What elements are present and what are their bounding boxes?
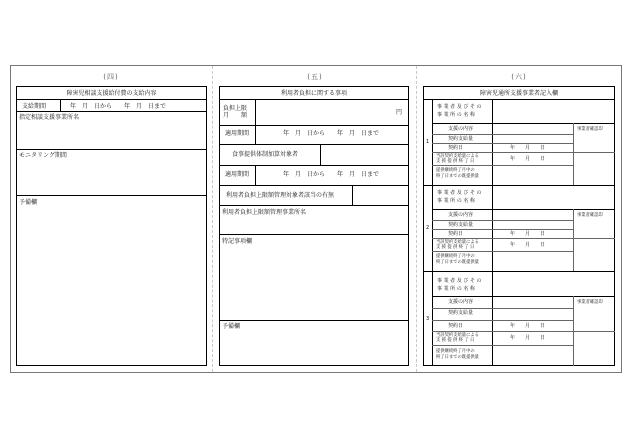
panel-5-limit-label-2: 月 額 [223,112,248,119]
block-3-confirm-label: 事業者確認印 [577,300,603,305]
block-1-office-name-1: 事 業 者 及 び そ の [437,104,482,110]
block-3-date-value: 年 月 日 [510,323,546,329]
block-1-end-value: 年 月 日 [510,156,546,162]
block-2-end-label-1: 当該契約支給量による [436,240,479,245]
fold-line-1 [212,66,213,372]
panel-5-limit-label-1: 負担上限 [223,105,248,112]
block-2-remain-label-1: 提供継続終了月中の [436,254,475,259]
block-1-end-label-2: 支 援 提 供 終 了 日 [436,159,475,164]
panel-4-number: (四) [103,73,119,81]
panel-5-period2-value: 年 月 日から 年 月 日まで [283,171,380,178]
block-3-amount-label: 契約支給量 [448,310,474,316]
panel-5-meal-label: 食事提供体制加算対象者 [232,151,299,158]
block-3-office-name-2: 事 業 所 の 名 称 [437,286,475,292]
block-2-office-name-1: 事 業 者 及 び そ の [437,190,482,196]
panel-6-title: 障害児通所支援事業者記入欄 [479,90,558,97]
block-3-office-name-1: 事 業 者 及 び そ の [437,278,482,284]
panel-5-reserve-label: 予備欄 [222,323,241,330]
block-1-content-label: 支援の内容 [448,126,474,132]
panel-5-mgmt-label: 利用者負担上限額管理対象者該当の有無 [226,192,335,199]
panel-4-title: 障害児相談支援給付費の支給内容 [66,90,157,97]
panel-5-notes-label: 特記事項欄 [222,238,253,245]
panel-5-frame [219,86,409,366]
block-3-date-label: 契約日 [448,323,464,329]
block-2-confirm-label: 事業者確認印 [577,213,603,218]
block-3-end-value: 年 月 日 [510,335,546,341]
panel-5-mgmt-office-label: 利用者負担上限額管理事業所名 [222,209,307,216]
block-1-remain-label-1: 提供継続終了月中の [436,168,475,173]
block-3-end-label-1: 当該契約支給量による [436,333,479,338]
panel-4-monitoring-label: モニタリング期間 [19,152,67,159]
fold-line-2 [416,66,417,372]
block-2-end-value: 年 月 日 [510,242,546,248]
block-1-end-label-1: 当該契約支給量による [436,154,479,159]
block-2-content-label: 支援の内容 [448,212,474,218]
panel-4-period-value: 年 月 日から 年 月 日まで [70,103,167,110]
panel-4-reserve-label: 予備欄 [19,199,38,206]
block-2-amount-label: 契約支給量 [448,222,474,228]
panel-5-period-label: 適用期間 [225,130,250,137]
block-3-remain-label-1: 提供継続終了月中の [436,349,475,354]
panel-4-frame [16,86,207,366]
block-1-date-label: 契約日 [448,145,464,151]
block-1-office-name-2: 事 業 所 の 名 称 [437,112,475,118]
panel-4-period-label: 支給期間 [22,103,47,110]
panel-5-number: (五) [307,73,323,81]
block-2-remain-label-2: 終了日までの既提供量 [436,260,479,265]
panel-6-block-1-index: 1 [426,139,430,145]
block-3-content-label: 支援の内容 [448,299,474,305]
block-2-date-value: 年 月 日 [510,231,546,237]
panel-5-title: 利用者負担に関する事項 [280,90,347,97]
block-2-end-label-2: 支 援 提 供 終 了 日 [436,245,475,250]
panel-5-period-value: 年 月 日から 年 月 日まで [283,130,380,137]
block-1-confirm-label: 事業者確認印 [577,127,603,132]
block-1-remain-label-2: 終了日までの既提供量 [436,174,479,179]
block-3-end-label-2: 支 援 提 供 終 了 日 [436,338,475,343]
block-1-date-value: 年 月 日 [510,145,546,151]
panel-6-block-3-index: 3 [426,316,430,322]
block-2-date-label: 契約日 [448,231,464,237]
block-2-office-name-2: 事 業 所 の 名 称 [437,198,475,204]
panel-5-yen: 円 [396,109,403,116]
panel-4-office-label: 指定相談支援事業所名 [19,114,80,121]
panel-6-block-2-index: 2 [426,225,430,231]
block-1-amount-label: 契約支給量 [448,136,474,142]
block-3-remain-label-2: 終了日までの既提供量 [436,355,479,360]
panel-5-period2-label: 適用期間 [225,171,250,178]
panel-6-number: (六) [511,73,527,81]
